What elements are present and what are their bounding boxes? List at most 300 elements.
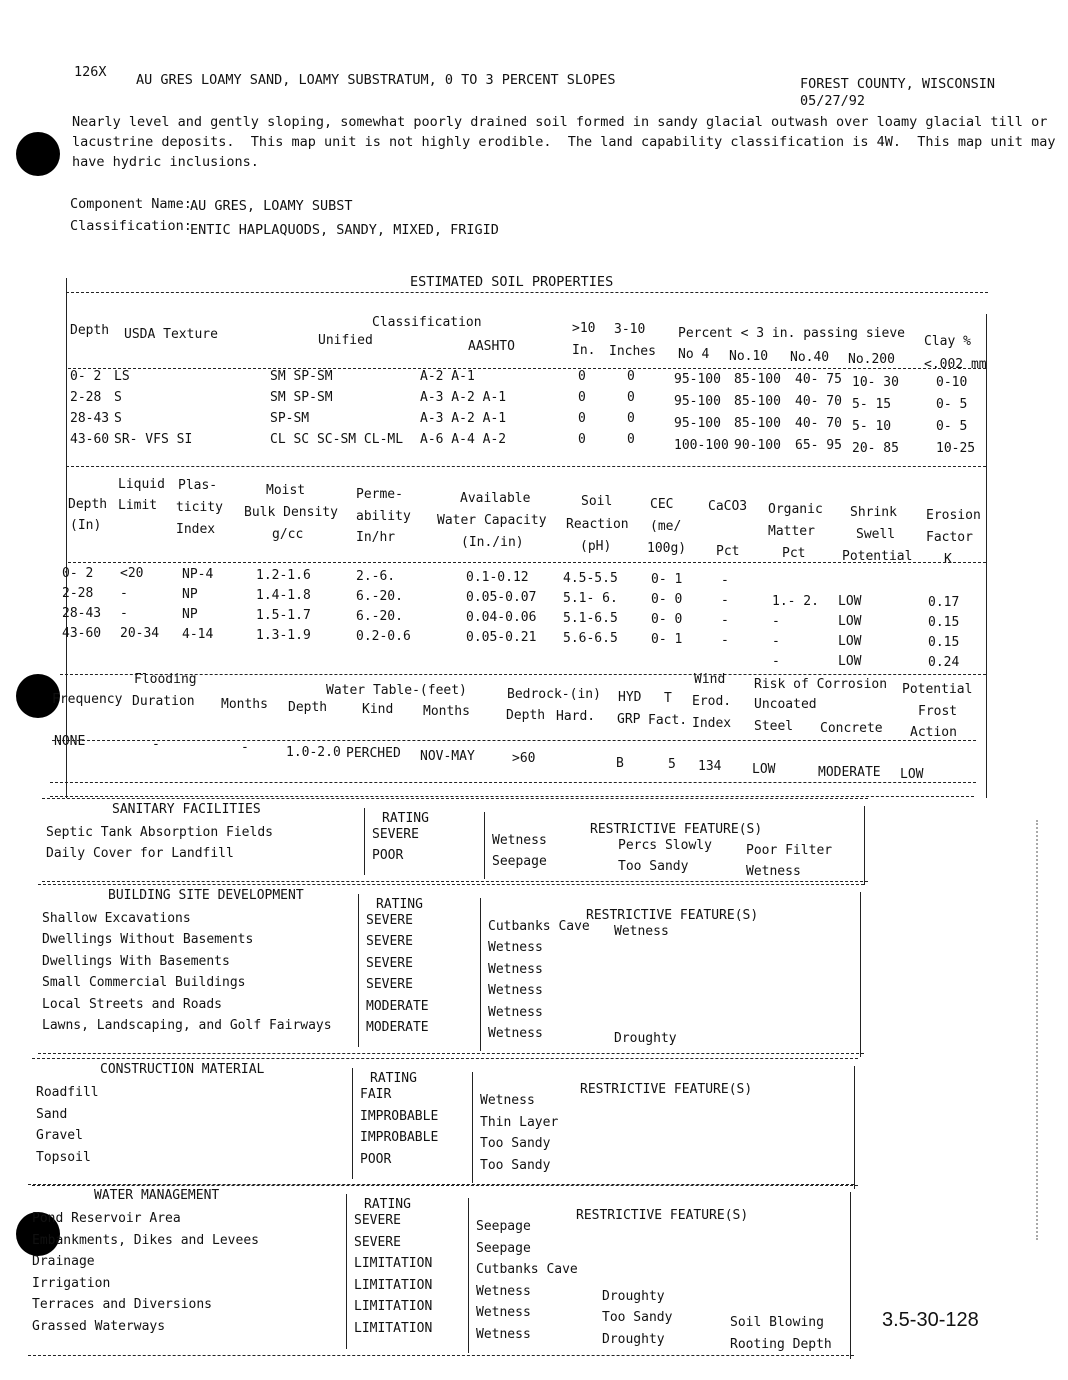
t2-cell-cec: 0- 1 bbox=[651, 632, 683, 647]
t2-cell-k: 0.17 bbox=[928, 595, 960, 610]
water-row-name: Embankments, Dikes and Levees bbox=[32, 1233, 259, 1248]
building-bottom-rule bbox=[38, 1053, 864, 1054]
classification-value: ENTIC HAPLAQUODS, SANDY, MIXED, FRIGID bbox=[190, 222, 499, 238]
t3-h-water-table: Water Table-(feet) bbox=[326, 683, 467, 698]
construction-row-rating: IMPROBABLE bbox=[360, 1109, 439, 1124]
t2-cell-om: - bbox=[772, 614, 780, 629]
t3-h-corrosion: Risk of Corrosion bbox=[754, 677, 888, 692]
building-row-feature-1: Wetness bbox=[488, 983, 543, 998]
t2-cell-pi: NP bbox=[182, 587, 198, 602]
t1-header-depth: Depth bbox=[70, 323, 110, 338]
t1-cell-clay: 0- 5 bbox=[936, 419, 968, 434]
t2-cell-depth: 0- 2 bbox=[62, 566, 94, 581]
t3-h-hyd2: GRP bbox=[617, 712, 641, 727]
water-row-feature-3: Soil Blowing bbox=[730, 1315, 824, 1330]
t2-h-sh1: Shrink bbox=[850, 505, 897, 520]
t2-h-depth1: Depth bbox=[68, 497, 108, 512]
construction-rating-rule bbox=[352, 1068, 353, 1179]
building-row-name: Lawns, Landscaping, and Golf Fairways bbox=[42, 1018, 332, 1033]
water-feature-rule bbox=[468, 1198, 469, 1353]
building-title: BUILDING SITE DEVELOPMENT bbox=[108, 888, 304, 903]
t1-cell-gt10: 0 bbox=[578, 432, 586, 447]
t2-h-awc3: (In./in) bbox=[461, 535, 524, 550]
t1-header-clay: Clay % bbox=[924, 334, 971, 349]
t1-cell-texture: SR- VFS SI bbox=[114, 432, 193, 447]
building-rating-header: RATING bbox=[376, 897, 423, 912]
t1-cell-r310: 0 bbox=[627, 432, 635, 447]
t2-cell-ll: <20 bbox=[120, 566, 144, 581]
t1-cell-no4: 100-100 bbox=[674, 438, 729, 453]
construction-rating-header: RATING bbox=[370, 1071, 417, 1086]
t2-cell-pi: NP-4 bbox=[182, 567, 214, 582]
t1-header-rule bbox=[68, 368, 986, 369]
t2-h-om1: Organic bbox=[768, 502, 823, 517]
t2-cell-caco3: - bbox=[721, 593, 729, 608]
building-row-name: Shallow Excavations bbox=[42, 911, 191, 926]
t1-cell-r310: 0 bbox=[627, 390, 635, 405]
t2-h-depth2: (In) bbox=[70, 518, 102, 533]
t1-cell-clay: 0- 5 bbox=[936, 397, 968, 412]
t3-h-t1: T bbox=[664, 691, 672, 706]
building-row-feature-2: Droughty bbox=[614, 1031, 677, 1046]
construction-row-feature-1: Thin Layer bbox=[480, 1115, 559, 1130]
building-row-feature-1: Wetness bbox=[488, 940, 543, 955]
t1-cell-no10: 85-100 bbox=[734, 416, 781, 431]
t2-cell-depth: 43-60 bbox=[62, 626, 102, 641]
building-row-name: Small Commercial Buildings bbox=[42, 975, 246, 990]
t1-cell-unified: CL SC SC-SM CL-ML bbox=[270, 432, 404, 447]
building-right-rule bbox=[860, 892, 861, 1057]
t3-bottom-rule bbox=[50, 782, 976, 783]
t2-cell-shrink: LOW bbox=[838, 614, 862, 629]
construction-title: CONSTRUCTION MATERIAL bbox=[100, 1062, 265, 1077]
t1-cell-no4: 95-100 bbox=[674, 416, 721, 431]
water-row-name: Irrigation bbox=[32, 1276, 111, 1291]
building-restrictive-header: RESTRICTIVE FEATURE(S) bbox=[586, 908, 759, 923]
t1-cell-no200: 20- 85 bbox=[852, 441, 899, 456]
construction-row-rating: IMPROBABLE bbox=[360, 1130, 439, 1145]
water-right-rule bbox=[850, 1192, 851, 1359]
building-feature-rule bbox=[480, 898, 481, 1051]
t2-h-om3: Pct bbox=[782, 546, 806, 561]
building-row-rating: SEVERE bbox=[366, 913, 413, 928]
building-row-feature-1: Wetness bbox=[488, 1026, 543, 1041]
water-row-feature-1: Seepage bbox=[476, 1241, 531, 1256]
t1-header-gt10: >10 bbox=[572, 321, 596, 336]
t2-cell-bd: 1.5-1.7 bbox=[256, 608, 311, 623]
t1-header-no4: No 4 bbox=[678, 347, 710, 362]
t3-h-wind2: Erod. bbox=[692, 694, 732, 709]
building-row-rating: MODERATE bbox=[366, 999, 429, 1014]
building-row-feature-1: Wetness bbox=[488, 1005, 543, 1020]
table-top-rule bbox=[66, 292, 988, 293]
punch-hole-top bbox=[16, 132, 60, 176]
t2-h-perm2: ability bbox=[356, 509, 411, 524]
t2-cell-pi: 4-14 bbox=[182, 627, 214, 642]
t3-h-wind3: Index bbox=[692, 716, 732, 731]
t2-h-sh2: Swell bbox=[856, 527, 896, 542]
construction-top-rule bbox=[32, 1058, 858, 1059]
t1-cell-gt10: 0 bbox=[578, 390, 586, 405]
t1-cell-no40: 40- 70 bbox=[795, 416, 842, 431]
t1-header-classification: Classification bbox=[372, 315, 482, 330]
sanitary-title: SANITARY FACILITIES bbox=[112, 802, 261, 817]
t2-cell-ll: - bbox=[120, 606, 128, 621]
building-row-name: Local Streets and Roads bbox=[42, 997, 223, 1012]
t1-cell-r310: 0 bbox=[627, 411, 635, 426]
t2-cell-shrink: LOW bbox=[838, 654, 862, 669]
water-row-rating: LIMITATION bbox=[354, 1278, 433, 1293]
sanitary-row-rating: SEVERE bbox=[372, 827, 419, 842]
t2-cell-cec: 0- 0 bbox=[651, 592, 683, 607]
t1-cell-no40: 40- 70 bbox=[795, 394, 842, 409]
county: FOREST COUNTY, WISCONSIN bbox=[800, 76, 996, 92]
t1-cell-texture: S bbox=[114, 411, 122, 426]
water-row-name: Grassed Waterways bbox=[32, 1319, 166, 1334]
t2-h-awc2: Water Capacity bbox=[437, 513, 547, 528]
t2-h-pi2: ticity bbox=[176, 500, 223, 515]
t1-cell-r310: 0 bbox=[627, 369, 635, 384]
t1-header-310: 3-10 bbox=[614, 322, 646, 337]
scan-edge-mark bbox=[1036, 820, 1040, 1240]
t1-cell-aashto: A-6 A-4 A-2 bbox=[420, 432, 507, 447]
construction-right-rule bbox=[854, 1066, 855, 1189]
t2-cell-caco3: - bbox=[721, 633, 729, 648]
t1-cell-no4: 95-100 bbox=[674, 394, 721, 409]
t2-h-om2: Matter bbox=[768, 524, 815, 539]
sanitary-restrictive-header: RESTRICTIVE FEATURE(S) bbox=[590, 822, 763, 837]
t1-cell-clay: 0-10 bbox=[936, 375, 968, 390]
t3-h-wt-depth: Depth bbox=[288, 700, 328, 715]
water-row-name: Terraces and Diversions bbox=[32, 1297, 213, 1312]
t3-h-months: Months bbox=[221, 697, 268, 712]
map-symbol: 126X bbox=[74, 64, 107, 80]
t2-h-ll2: Limit bbox=[118, 498, 158, 513]
sanitary-row-rating: POOR bbox=[372, 848, 404, 863]
t2-cell-pi: NP bbox=[182, 607, 198, 622]
sanitary-row-feature-1: Wetness bbox=[492, 833, 547, 848]
construction-feature-rule bbox=[472, 1072, 473, 1183]
t2-cell-bd: 1.2-1.6 bbox=[256, 568, 311, 583]
t1-cell-unified: SM SP-SM bbox=[270, 369, 333, 384]
t2-cell-awc: 0.05-0.21 bbox=[466, 630, 537, 645]
t1-cell-no200: 5- 10 bbox=[852, 419, 892, 434]
t1-cell-texture: S bbox=[114, 390, 122, 405]
t2-cell-k: 0.15 bbox=[928, 615, 960, 630]
t3-wt-depth: 1.0-2.0 bbox=[286, 745, 341, 760]
sanitary-rating-header: RATING bbox=[382, 811, 429, 826]
t1-cell-gt10: 0 bbox=[578, 369, 586, 384]
t2-cell-ll: 20-34 bbox=[120, 626, 160, 641]
t2-h-cec3: 100g) bbox=[647, 541, 687, 556]
description-line-1: Nearly level and gently sloping, somewhat poorly drained soil formed in sandy glacial outwash over loamy glacial till or bbox=[72, 114, 1048, 130]
t1-cell-unified: SM SP-SM bbox=[270, 390, 333, 405]
t1-cell-no10: 90-100 bbox=[734, 438, 781, 453]
t2-cell-cec: 0- 1 bbox=[651, 572, 683, 587]
t2-cell-k: 0.24 bbox=[928, 655, 960, 670]
t1-cell-no200: 5- 15 bbox=[852, 397, 892, 412]
water-row-feature-2: Droughty bbox=[602, 1332, 665, 1347]
t1-cell-clay: 10-25 bbox=[936, 441, 976, 456]
t1-header-clay-unit: <.002 mm bbox=[924, 357, 987, 372]
t3-h-wt-kind: Kind bbox=[362, 702, 394, 717]
component-name-label: Component Name: bbox=[70, 196, 192, 212]
t2-h-ph1: Soil bbox=[581, 494, 613, 509]
water-row-rating: LIMITATION bbox=[354, 1321, 433, 1336]
t1-header-texture: USDA Texture bbox=[124, 327, 218, 342]
building-row-rating: MODERATE bbox=[366, 1020, 429, 1035]
table-right-rule bbox=[986, 314, 987, 798]
sanitary-row-feature-3: Wetness bbox=[746, 864, 801, 879]
water-row-name: Pond Reservoir Area bbox=[32, 1211, 181, 1226]
sanitary-rating-rule bbox=[364, 808, 365, 875]
t3-h-t2: Fact. bbox=[648, 713, 688, 728]
t3-h-frost3: Action bbox=[910, 725, 957, 740]
t2-header-rule bbox=[68, 562, 986, 563]
t2-cell-perm: 2.-6. bbox=[356, 569, 396, 584]
water-row-name: Drainage bbox=[32, 1254, 95, 1269]
t2-cell-om: - bbox=[772, 654, 780, 669]
t1-header-no40: No.40 bbox=[790, 350, 830, 365]
building-row-name: Dwellings Without Basements bbox=[42, 932, 254, 947]
t2-cell-ll: - bbox=[120, 586, 128, 601]
sanitary-row-feature-2: Too Sandy bbox=[618, 859, 689, 874]
t3-h-wt-months: Months bbox=[423, 704, 470, 719]
building-row-name: Dwellings With Basements bbox=[42, 954, 230, 969]
construction-row-name: Gravel bbox=[36, 1128, 83, 1143]
t3-h-steel: Steel bbox=[754, 719, 794, 734]
t2-h-cec1: CEC bbox=[650, 497, 674, 512]
t3-h-duration: Duration bbox=[132, 694, 195, 709]
sanitary-bottom-rule bbox=[42, 881, 868, 882]
t1-cell-depth: 28-43 bbox=[70, 411, 110, 426]
t2-cell-awc: 0.1-0.12 bbox=[466, 570, 529, 585]
description-line-3: have hydric inclusions. bbox=[72, 154, 259, 170]
building-row-feature-1: Wetness bbox=[488, 962, 543, 977]
water-restrictive-header: RESTRICTIVE FEATURE(S) bbox=[576, 1208, 749, 1223]
t2-h-ph2: Reaction bbox=[566, 517, 629, 532]
t3-t: 5 bbox=[668, 757, 676, 772]
construction-bottom-rule bbox=[32, 1185, 858, 1186]
t1-cell-no200: 10- 30 bbox=[852, 375, 899, 390]
construction-row-name: Sand bbox=[36, 1107, 68, 1122]
sanitary-row-feature-2: Percs Slowly bbox=[618, 838, 712, 853]
construction-row-feature-1: Too Sandy bbox=[480, 1136, 551, 1151]
page-number: 3.5-30-128 bbox=[882, 1309, 979, 1331]
water-row-feature-1: Seepage bbox=[476, 1219, 531, 1234]
water-row-rating: LIMITATION bbox=[354, 1299, 433, 1314]
t3-concrete: MODERATE bbox=[818, 765, 881, 780]
t2-h-caco2: Pct bbox=[716, 544, 740, 559]
water-row-feature-1: Wetness bbox=[476, 1284, 531, 1299]
t1-header-gt10-unit: In. bbox=[572, 343, 596, 358]
page-title: AU GRES LOAMY SAND, LOAMY SUBSTRATUM, 0 TO 3 PERCENT SLOPES bbox=[136, 72, 616, 88]
water-rating-rule bbox=[346, 1194, 347, 1349]
water-row-rating: SEVERE bbox=[354, 1213, 401, 1228]
t2-h-ph3: (pH) bbox=[580, 539, 612, 554]
construction-row-name: Roadfill bbox=[36, 1085, 99, 1100]
water-row-rating: SEVERE bbox=[354, 1235, 401, 1250]
water-row-feature-2: Too Sandy bbox=[602, 1310, 673, 1325]
t2-bottom-rule bbox=[60, 674, 986, 675]
t1-cell-no10: 85-100 bbox=[734, 372, 781, 387]
t2-cell-cec: 0- 0 bbox=[651, 612, 683, 627]
water-row-feature-1: Wetness bbox=[476, 1305, 531, 1320]
t2-cell-ph: 5.1- 6. bbox=[563, 591, 618, 606]
t3-header-rule bbox=[52, 740, 976, 741]
t3-h-uncoated: Uncoated bbox=[754, 697, 817, 712]
t3-hyd: B bbox=[616, 756, 624, 771]
t1-header-unified: Unified bbox=[318, 333, 373, 348]
t2-cell-awc: 0.05-0.07 bbox=[466, 590, 537, 605]
t1-cell-gt10: 0 bbox=[578, 411, 586, 426]
t1-bottom-rule bbox=[66, 466, 986, 467]
sanitary-top-rule bbox=[42, 798, 868, 799]
classification-label: Classification: bbox=[70, 218, 192, 234]
water-row-feature-1: Wetness bbox=[476, 1327, 531, 1342]
t2-h-sh3: Potential bbox=[842, 549, 913, 564]
sanitary-row-name: Daily Cover for Landfill bbox=[46, 846, 234, 861]
t2-cell-depth: 28-43 bbox=[62, 606, 102, 621]
t2-h-cec2: (me/ bbox=[650, 519, 682, 534]
water-title: WATER MANAGEMENT bbox=[94, 1188, 220, 1203]
t2-cell-depth: 2-28 bbox=[62, 586, 94, 601]
sanitary-row-name: Septic Tank Absorption Fields bbox=[46, 825, 273, 840]
t1-cell-aashto: A-2 A-1 bbox=[420, 369, 475, 384]
t1-cell-depth: 2-28 bbox=[70, 390, 102, 405]
water-row-feature-2: Droughty bbox=[602, 1289, 665, 1304]
t3-frequency: NONE bbox=[54, 734, 86, 749]
t1-cell-no10: 85-100 bbox=[734, 394, 781, 409]
description-line-2: lacustrine deposits. This map unit is not highly erodible. The land capability classification is 4W. This map unit may bbox=[72, 134, 1056, 150]
t3-months: - bbox=[241, 740, 249, 755]
sanitary-row-feature-3: Poor Filter bbox=[746, 843, 833, 858]
date: 05/27/92 bbox=[800, 93, 866, 109]
t2-cell-om: - bbox=[772, 634, 780, 649]
construction-row-name: Topsoil bbox=[36, 1150, 91, 1165]
t2-h-ef2: Factor bbox=[926, 530, 973, 545]
t1-cell-no4: 95-100 bbox=[674, 372, 721, 387]
t3-duration: - bbox=[152, 737, 160, 752]
t2-h-ll1: Liquid bbox=[118, 477, 165, 492]
construction-row-feature-1: Wetness bbox=[480, 1093, 535, 1108]
t2-h-perm3: In/hr bbox=[356, 530, 396, 545]
t2-cell-caco3: - bbox=[721, 573, 729, 588]
t1-cell-aashto: A-3 A-2 A-1 bbox=[420, 411, 507, 426]
t3-wind: 134 bbox=[698, 759, 722, 774]
building-row-feature-2: Wetness bbox=[614, 924, 669, 939]
water-bottom-rule bbox=[28, 1355, 854, 1356]
t2-cell-om: 1.- 2. bbox=[772, 594, 819, 609]
t3-wt-kind: PERCHED bbox=[346, 746, 401, 761]
t2-cell-perm: 6.-20. bbox=[356, 609, 403, 624]
t2-h-ef3: K bbox=[944, 552, 952, 567]
t2-cell-ph: 4.5-5.5 bbox=[563, 571, 618, 586]
t1-header-aashto: AASHTO bbox=[468, 339, 515, 354]
t1-cell-depth: 0- 2 bbox=[70, 369, 102, 384]
table-left-rule bbox=[66, 278, 67, 798]
sanitary-feature-rule bbox=[484, 812, 485, 879]
t3-frost: LOW bbox=[900, 767, 924, 782]
table-title: ESTIMATED SOIL PROPERTIES bbox=[410, 274, 614, 290]
water-top-rule bbox=[28, 1184, 854, 1185]
t2-cell-shrink: LOW bbox=[838, 594, 862, 609]
t2-h-awc1: Available bbox=[460, 491, 531, 506]
building-row-rating: SEVERE bbox=[366, 977, 413, 992]
t2-h-pi1: Plas- bbox=[178, 478, 218, 493]
t1-cell-no40: 40- 75 bbox=[795, 372, 842, 387]
t3-h-br-depth: Depth bbox=[506, 708, 546, 723]
t3-h-br-hard: Hard. bbox=[556, 709, 596, 724]
t2-cell-shrink: LOW bbox=[838, 634, 862, 649]
construction-row-feature-1: Too Sandy bbox=[480, 1158, 551, 1173]
water-row-rating: LIMITATION bbox=[354, 1256, 433, 1271]
t2-h-bd1: Moist bbox=[266, 483, 306, 498]
t2-h-bd2: Bulk Density bbox=[244, 505, 338, 520]
sanitary-row-feature-1: Seepage bbox=[492, 854, 547, 869]
t2-cell-ph: 5.1-6.5 bbox=[563, 611, 618, 626]
t1-cell-no40: 65- 95 bbox=[795, 438, 842, 453]
t1-header-no10: No.10 bbox=[729, 349, 769, 364]
water-row-feature-3: Rooting Depth bbox=[730, 1337, 832, 1352]
t2-cell-awc: 0.04-0.06 bbox=[466, 610, 537, 625]
t3-h-frequency: Frequency bbox=[52, 692, 123, 707]
t1-cell-aashto: A-3 A-2 A-1 bbox=[420, 390, 507, 405]
t2-cell-caco3: - bbox=[721, 613, 729, 628]
t3-h-frost1: Potential bbox=[902, 682, 973, 697]
t3-h-frost2: Frost bbox=[918, 704, 958, 719]
t3-br-depth: >60 bbox=[512, 751, 536, 766]
water-row-feature-1: Cutbanks Cave bbox=[476, 1262, 578, 1277]
t1-header-no200: No.200 bbox=[848, 352, 895, 367]
sanitary-right-rule bbox=[864, 806, 865, 885]
building-row-rating: SEVERE bbox=[366, 956, 413, 971]
t3-steel: LOW bbox=[752, 762, 776, 777]
t3-bottom-rule-2 bbox=[50, 796, 974, 797]
t3-h-bedrock: Bedrock-(in) bbox=[507, 687, 601, 702]
t2-cell-bd: 1.4-1.8 bbox=[256, 588, 311, 603]
construction-restrictive-header: RESTRICTIVE FEATURE(S) bbox=[580, 1082, 753, 1097]
construction-row-rating: FAIR bbox=[360, 1087, 392, 1102]
building-row-rating: SEVERE bbox=[366, 934, 413, 949]
building-rating-rule bbox=[358, 894, 359, 1047]
t1-cell-unified: SP-SM bbox=[270, 411, 310, 426]
t3-h-hyd1: HYD bbox=[618, 690, 642, 705]
t2-cell-k: 0.15 bbox=[928, 635, 960, 650]
t2-cell-bd: 1.3-1.9 bbox=[256, 628, 311, 643]
t2-cell-perm: 0.2-0.6 bbox=[356, 629, 411, 644]
t2-h-pi3: Index bbox=[176, 522, 216, 537]
t3-wt-months: NOV-MAY bbox=[420, 749, 475, 764]
t2-h-ef1: Erosion bbox=[926, 508, 981, 523]
t1-cell-depth: 43-60 bbox=[70, 432, 110, 447]
t2-h-caco1: CaCO3 bbox=[708, 499, 748, 514]
t1-cell-texture: LS bbox=[114, 369, 130, 384]
building-row-feature-1: Cutbanks Cave bbox=[488, 919, 590, 934]
t2-h-perm1: Perme- bbox=[356, 487, 403, 502]
construction-row-rating: POOR bbox=[360, 1152, 392, 1167]
component-name-value: AU GRES, LOAMY SUBST bbox=[190, 198, 353, 214]
t2-cell-ph: 5.6-6.5 bbox=[563, 631, 618, 646]
t1-header-percent: Percent < 3 in. passing sieve bbox=[678, 326, 905, 341]
t2-h-bd3: g/cc bbox=[272, 527, 304, 542]
t1-header-310-unit: Inches bbox=[609, 344, 656, 359]
t3-h-flooding: Flooding bbox=[134, 672, 197, 687]
t3-h-concrete: Concrete bbox=[820, 721, 883, 736]
building-top-rule bbox=[38, 884, 864, 885]
t3-h-wind1: Wind bbox=[694, 672, 726, 687]
t2-cell-perm: 6.-20. bbox=[356, 589, 403, 604]
